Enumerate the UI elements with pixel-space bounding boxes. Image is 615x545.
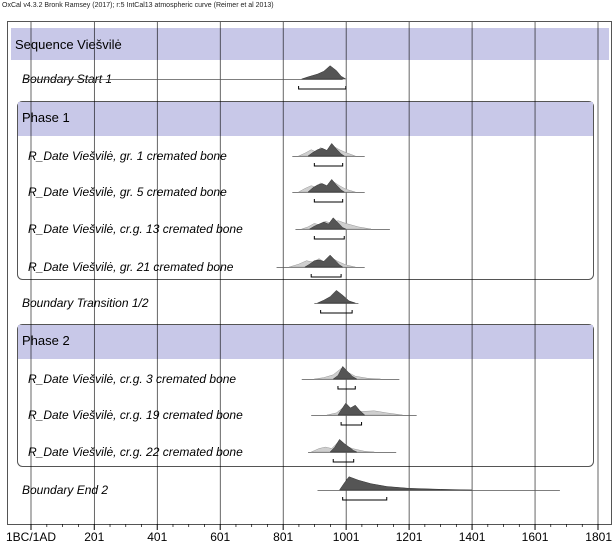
row-label: R_Date Viešvilė, gr. 5 cremated bone bbox=[28, 185, 227, 199]
row-label: Boundary End 2 bbox=[22, 483, 109, 497]
x-tick-label: 801 bbox=[273, 530, 294, 544]
row-label: Boundary Transition 1/2 bbox=[22, 296, 149, 310]
phase-label: Phase 1 bbox=[22, 110, 70, 125]
x-tick-label: 1601 bbox=[521, 530, 549, 544]
phase-header-band bbox=[18, 325, 593, 359]
x-tick-label: 401 bbox=[147, 530, 168, 544]
row-label: R_Date Viešvilė, cr.g. 19 cremated bone bbox=[28, 408, 243, 422]
phase-label: Phase 2 bbox=[22, 333, 70, 348]
x-tick-label: 201 bbox=[84, 530, 105, 544]
x-axis bbox=[6, 524, 612, 544]
sequence-label: Sequence Viešvilė bbox=[15, 37, 122, 52]
x-tick-label: 1001 bbox=[332, 530, 360, 544]
x-tick-label: 1401 bbox=[458, 530, 486, 544]
row-label: Boundary Start 1 bbox=[22, 72, 113, 86]
x-tick-label: 601 bbox=[210, 530, 231, 544]
plot-caption: OxCal v4.3.2 Bronk Ramsey (2017); r:5 IntCal13 atmospheric curve (Reimer et al 2013) bbox=[2, 2, 274, 9]
row-label: R_Date Viešvilė, cr.g. 13 cremated bone bbox=[28, 222, 243, 236]
x-tick-label: 1BC/1AD bbox=[6, 530, 57, 544]
row-label: R_Date Viešvilė, cr.g. 3 cremated bone bbox=[28, 372, 237, 386]
row-label: R_Date Viešvilė, gr. 1 cremated bone bbox=[28, 149, 227, 163]
x-tick-label: 1201 bbox=[395, 530, 423, 544]
phase-header-band bbox=[18, 102, 593, 136]
x-tick-label: 1801 bbox=[585, 530, 612, 544]
row-label: R_Date Viešvilė, cr.g. 22 cremated bone bbox=[28, 445, 243, 459]
row-label: R_Date Viešvilė, gr. 21 cremated bone bbox=[28, 260, 234, 274]
